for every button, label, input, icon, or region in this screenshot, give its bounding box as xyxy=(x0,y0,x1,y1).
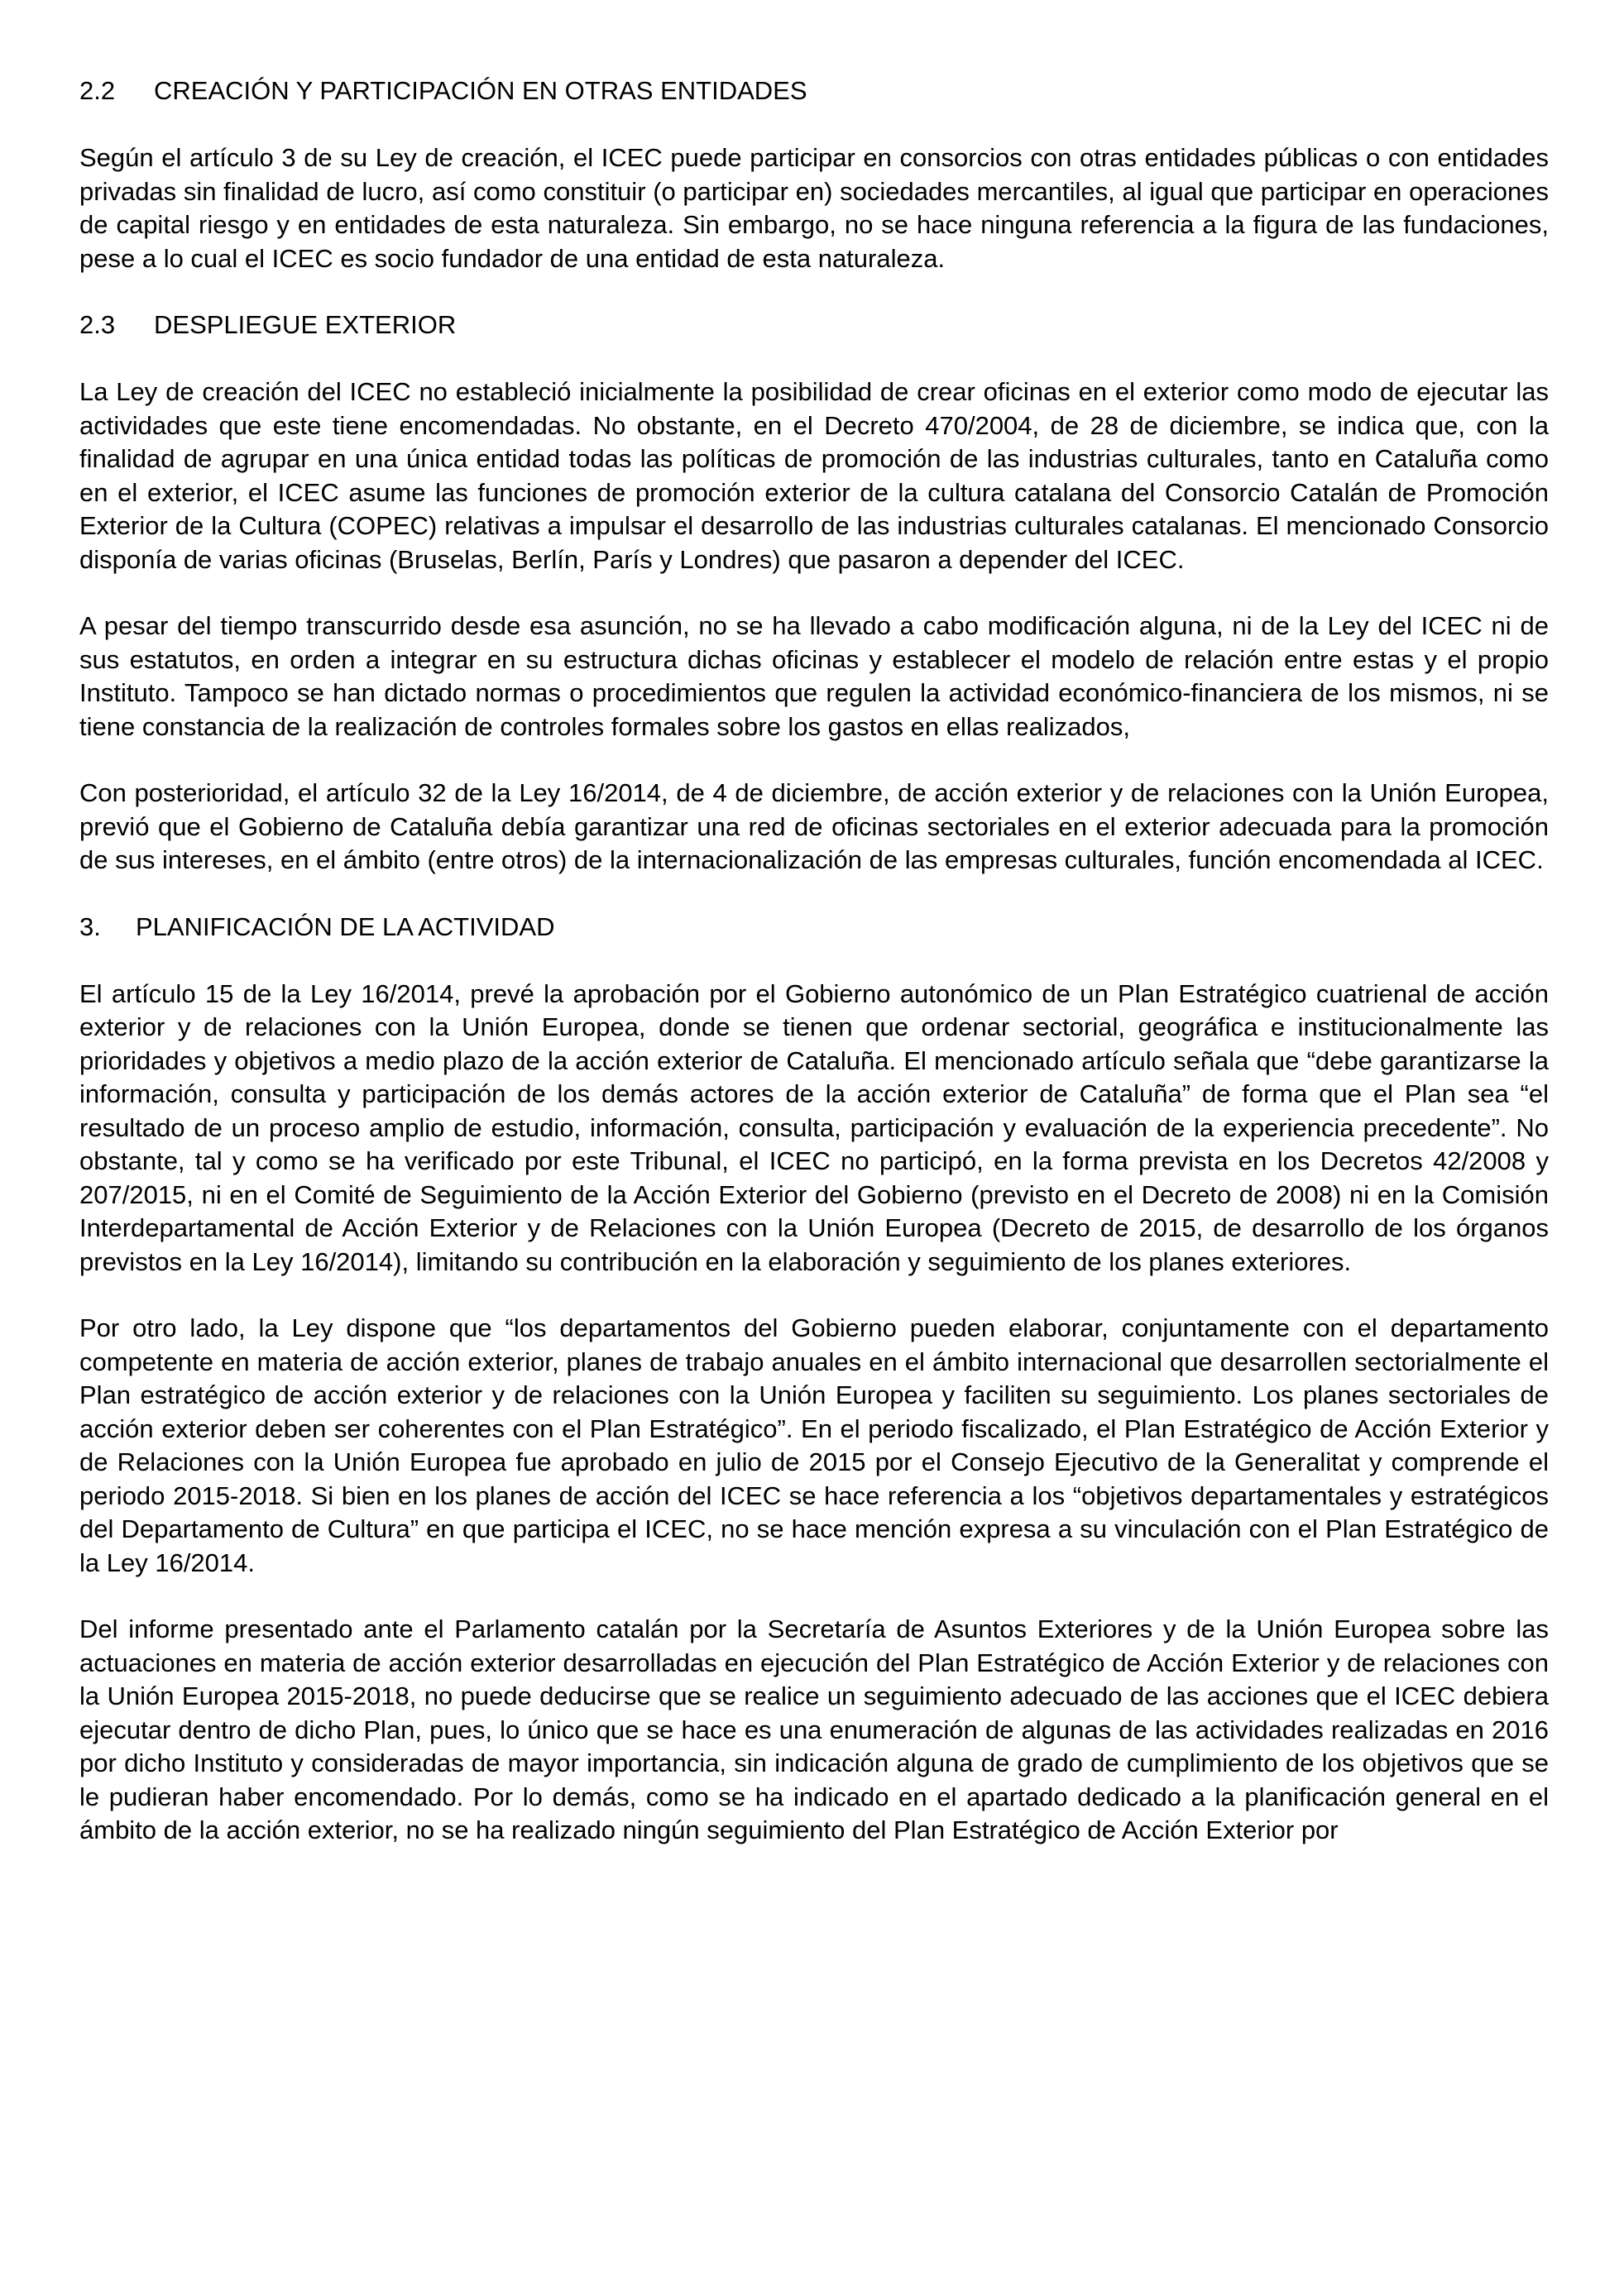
paragraph: A pesar del tiempo transcurrido desde esa asunción, no se ha llevado a cabo modificación alguna, ni de la Ley del ICEC ni de sus estatutos, en orden a integrar en su estructura dichas oficinas y establecer el modelo de relación entre estas y el propio Instituto. Tampoco se han dictado normas o procedimientos que regulen la actividad económico-financiera de los mismos, ni se tiene constancia de la realización de controles formales sobre los gastos en ellas realizados, xyxy=(79,611,1549,741)
section-title: DESPLIEGUE EXTERIOR xyxy=(154,310,457,339)
paragraph: Según el artículo 3 de su Ley de creación, el ICEC puede participar en consorcios con otras entidades públicas o con entidades privadas sin finalidad de lucro, así como constituir (o participar en) sociedades mercantiles, al igual que participar en operaciones de capital riesgo y en entidades de esta naturaleza. Sin embargo, no se hace ninguna referencia a la figura de las fundaciones, pese a lo cual el ICEC es socio fundador de una entidad de esta naturaleza. xyxy=(79,143,1549,273)
paragraph: Con posterioridad, el artículo 32 de la Ley 16/2014, de 4 de diciembre, de acción exterior y de relaciones con la Unión Europea, previó que el Gobierno de Cataluña debía garantizar una red de oficinas sectoriales en el exterior adecuada para la promoción de sus intereses, en el ámbito (entre otros) de la internacionalización de las empresas culturales, función encomendada al ICEC. xyxy=(79,778,1549,874)
paragraph: El artículo 15 de la Ley 16/2014, prevé la aprobación por el Gobierno autonómico de un Plan Estratégico cuatrienal de acción exterior y de relaciones con la Unión Europea, donde se tienen que ordenar sectorial, geográfica e institucionalmente las prioridades y objetivos a medio plazo de la acción exterior de Cataluña. El mencionado artículo señala que “debe garantizarse la información, consulta y participación de los demás actores de la acción exterior de Cataluña” de forma que el Plan sea “el resultado de un proceso amplio de estudio, información, consulta, participación y evaluación de la experiencia precedente”. No obstante, tal y como se ha verificado por este Tribunal, el ICEC no participó, en la forma prevista en los Decretos 42/2008 y 207/2015, ni en el Comité de Seguimiento de la Acción Exterior del Gobierno (previsto en el Decreto de 2008) ni en la Comisión Interdepartamental de Acción Exterior y de Relaciones con la Unión Europea (Decreto de 2015, de desarrollo de los órganos previstos en la Ley 16/2014), limitando su contribución en la elaboración y seguimiento de los planes exteriores. xyxy=(79,978,1549,1276)
paragraph: La Ley de creación del ICEC no estableció inicialmente la posibilidad de crear oficinas en el exterior como modo de ejecutar las actividades que este tiene encomendadas. No obstante, en el Decreto 470/2004, de 28 de diciembre, se indica que, con la finalidad de agrupar en una única entidad todas las políticas de promoción de las industrias culturales, tanto en Cataluña como en el exterior, el ICEC asume las funciones de promoción exterior de la cultura catalana del Consorcio Catalán de Promoción Exterior de la Cultura (COPEC) relativas a impulsar el desarrollo de las industrias culturales catalanas. El mencionado Consorcio disponía de varias oficinas (Bruselas, Berlín, París y Londres) que pasaron a depender del ICEC. xyxy=(79,377,1549,574)
section-heading-3 xyxy=(79,911,1549,944)
section-heading-2-2 xyxy=(79,74,1549,108)
section-number: 3. xyxy=(79,911,101,941)
section-title: CREACIÓN Y PARTICIPACIÓN EN OTRAS ENTIDADES xyxy=(154,76,807,105)
section-number: 2.2 xyxy=(79,76,116,105)
section-number: 2.3 xyxy=(79,310,116,339)
paragraph: Por otro lado, la Ley dispone que “los departamentos del Gobierno pueden elaborar, conjuntamente con el departamento competente en materia de acción exterior, planes de trabajo anuales en el ámbito internacional que desarrollen sectorialmente el Plan estratégico de acción exterior y de relaciones con la Unión Europea y faciliten su seguimiento. Los planes sectoriales de acción exterior deben ser coherentes con el Plan Estratégico”. En el periodo fiscalizado, el Plan Estratégico de Acción Exterior y de Relaciones con la Unión Europea fue aprobado en julio de 2015 por el Consejo Ejecutivo de la Generalitat y comprende el periodo 2015-2018. Si bien en los planes de acción del ICEC se hace referencia a los “objetivos departamentales y estratégicos del Departamento de Cultura” en que participa el ICEC, no se hace mención expresa a su vinculación con el Plan Estratégico de la Ley 16/2014. xyxy=(79,1313,1549,1577)
section-heading-2-3 xyxy=(79,309,1549,342)
paragraph: Del informe presentado ante el Parlamento catalán por la Secretaría de Asuntos Exteriores y de la Unión Europea sobre las actuaciones en materia de acción exterior desarrolladas en ejecución del Plan Estratégico de Acción Exterior y de relaciones con la Unión Europea 2015-2018, no puede deducirse que se realice un seguimiento adecuado de las acciones que el ICEC debiera ejecutar dentro de dicho Plan, pues, lo único que se hace es una enumeración de algunas de las actividades realizadas en 2016 por dicho Instituto y consideradas de mayor importancia, sin indicación alguna de grado de cumplimiento de los objetivos que se le pudieran haber encomendado. Por lo demás, como se ha indicado en el apartado dedicado a la planificación general en el ámbito de la acción exterior, no se ha realizado ningún seguimiento del Plan Estratégico de Acción Exterior por xyxy=(79,1614,1549,1844)
section-title: PLANIFICACIÓN DE LA ACTIVIDAD xyxy=(136,911,555,941)
document-page xyxy=(79,74,1549,1848)
